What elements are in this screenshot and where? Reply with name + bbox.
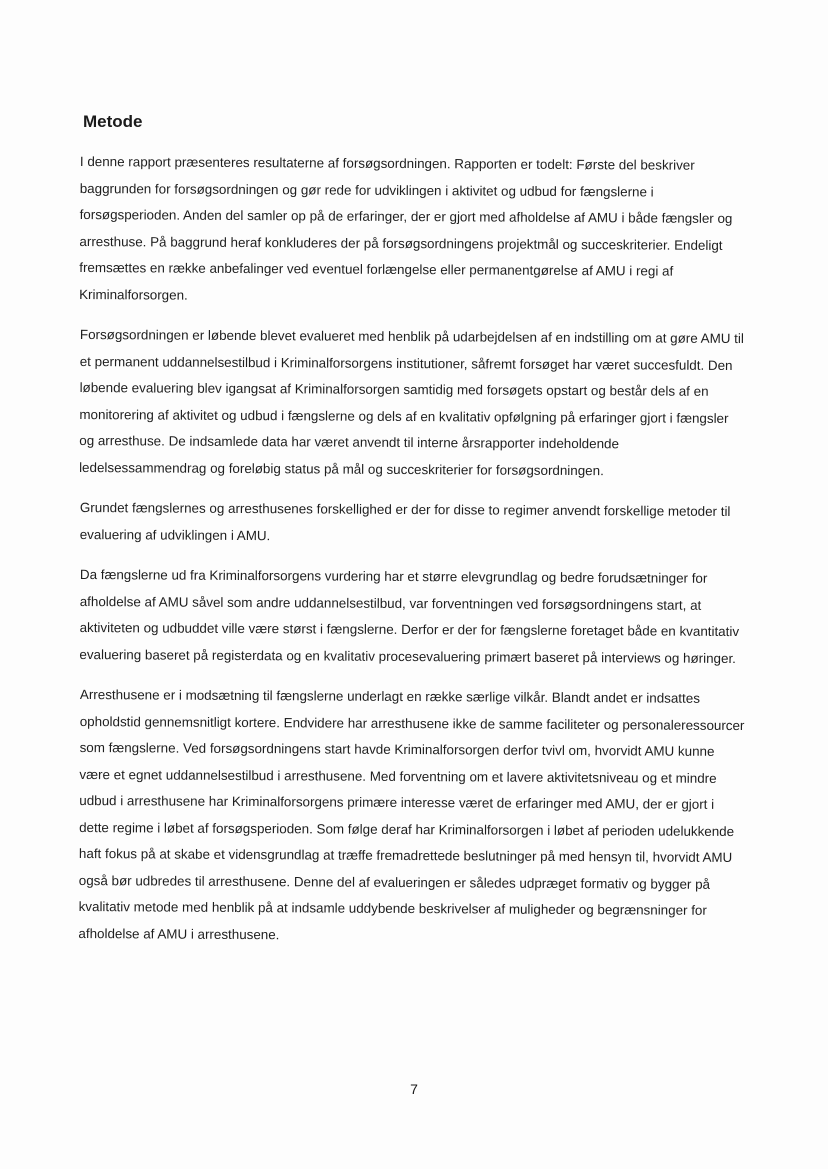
paragraph-intro: I denne rapport præsenteres resultaterne af forsøgsordningen. Rapporten er todelt: Første del beskriver baggrunden for forsøgsordningen og gør rede for udviklingen i aktivitet og udbud for fængslerne i forsøgsperioden. Anden del samler op på de erfaringer, der er gjort med afholdelse af AMU i både fængsler og arresthuse. På baggrund heraf konkluderes der på forsøgsordningens projektmål og succeskriterier. Endeligt fremsættes en række anbefalinger ved eventuel forlængelse eller permanentgørelse af AMU i regi af Kriminalforsorgen. (79, 153, 733, 303)
section-heading: Metode (83, 112, 143, 131)
paragraph-methods: Grundet fængslernes og arresthusenes forskellighed er der for disse to regimer anvendt forskellige metoder til evaluering af udviklingen i AMU. (79, 499, 731, 543)
paragraph-evaluation: Forsøgsordningen er løbende blevet evalueret med henblik på udarbejdelsen af en indstilling om at gøre AMU til et permanent uddannelsestilbud i Kriminalforsorgens institutioner, såfremt forsøget har været succesfuldt. Den løbende evaluering blev igangsat af Kriminalforsorgen samtidig med forsøgets opstart og består dels af en monitorering af aktivitet og udbud i fængslerne og dels af en kvalitativ opfølgning på erfaringer gjort i fængsler og arresthuse. De indsamlede data har været anvendt til interne årsrapporter indeholdende ledelsessammendrag og foreløbig status på mål og succeskriterier for forsøgsordningen. (79, 326, 744, 478)
body-text (80, 149, 746, 961)
paragraph-prisons: Da fængslerne ud fra Kriminalforsorgens vurdering har et større elevgrundlag og bedre forudsætninger for afholdelse af AMU såvel som andre uddannelsestilbud, var forventningen ved forsøgsordningens start, at aktiviteten og udbuddet ville være størst i fængslerne. Derfor er der for fængslerne foretaget både en kvantitativ evaluering baseret på registerdata og en kvalitativ procesevaluering primært baseret på interviews og høringer. (79, 566, 740, 666)
paragraph-remand-prisons: Arresthusene er i modsætning til fængslerne underlagt en række særlige vilkår. Blandt andet er indsattes opholdstid gennemsnitligt kortere. Endvidere har arresthusene ikke de samme faciliteter og personaleressourcer som fængslerne. Ved forsøgsordningens start havde Kriminalforsorgen derfor tvivl om, hvorvidt AMU kunne være et egnet uddannelsestilbud i arresthusene. Med forventning om et lavere aktivitetsniveau og et mindre udbud i arresthusene har Kriminalforsorgens primære interesse været de erfaringer med AMU, der er gjort i dette regime i løbet af forsøgsperioden. Som følge deraf har Kriminalforsorgen i løbet af perioden udelukkende haft fokus på at skabe et vidensgrundlag at træffe fremadrettede beslutninger på med hensyn til, hvorvidt AMU også bør udbredes til arresthusene. Denne del af evalueringen er således udpræget formativ og bygger på kvalitativ metode med henblik på at indsamle uddybende beskrivelser af muligheder og begrænsninger for afholdelse af AMU i arresthusene. (78, 686, 745, 942)
page-number: 7 (410, 1081, 418, 1097)
